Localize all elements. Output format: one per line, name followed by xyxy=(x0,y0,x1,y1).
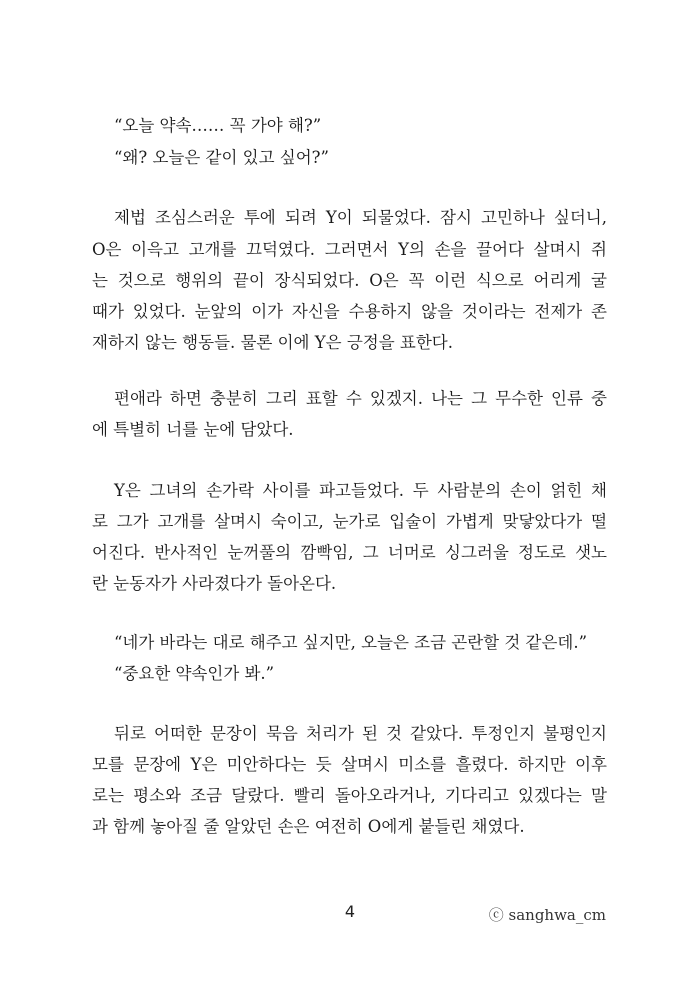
body-text-line: 에 특별히 너를 눈에 담았다. xyxy=(92,420,294,439)
body-text-line: 로는 평소와 조금 달랐다. 빨리 돌아오라거나, 기다리고 있겠다는 말 xyxy=(92,786,607,805)
dialogue-line: “네가 바라는 대로 해주고 싶지만, 오늘은 조금 곤란할 것 같은데.” xyxy=(114,633,588,652)
body-text-line: 재하지 않는 행동들. 물론 이에 Y은 긍정을 표한다. xyxy=(92,333,453,352)
body-text-line: 란 눈동자가 사라졌다가 돌아온다. xyxy=(92,574,337,593)
body-text-line: O은 이윽고 고개를 끄덕였다. 그러면서 Y의 손을 끌어다 살며시 쥐 xyxy=(92,240,607,259)
dialogue-line: “오늘 약속…… 꼭 가야 해?” xyxy=(114,116,322,135)
body-text-line: 편애라 하면 충분히 그리 표할 수 있겠지. 나는 그 무수한 인류 중 xyxy=(114,389,607,408)
body-text-line: 때가 있었다. 눈앞의 이가 자신을 수용하지 않을 것이라는 전제가 존 xyxy=(92,302,607,321)
body-text-line: 뒤로 어떠한 문장이 묵음 처리가 된 것 같았다. 투정인지 불평인지 xyxy=(114,724,607,743)
body-text-line: Y은 그녀의 손가락 사이를 파고들었다. 두 사람분의 손이 얽힌 채 xyxy=(114,481,607,500)
body-text-line: 는 것으로 행위의 끝이 장식되었다. O은 꼭 이런 식으로 어리게 굴 xyxy=(92,271,607,290)
page-number: 4 xyxy=(344,902,356,921)
dialogue-line: “왜? 오늘은 같이 있고 싶어?” xyxy=(114,148,329,167)
copyright-notice: ⓒ sanghwa_cm xyxy=(488,906,606,924)
body-text-line: 과 함께 놓아질 줄 알았던 손은 여전히 O에게 붙들린 채였다. xyxy=(92,817,525,836)
body-text-line: 제법 조심스러운 투에 되려 Y이 되물었다. 잠시 고민하나 싶더니, xyxy=(114,208,607,227)
body-text-line: 모를 문장에 Y은 미안하다는 듯 살며시 미소를 흘렸다. 하지만 이후 xyxy=(92,755,607,774)
body-text-line: 어진다. 반사적인 눈꺼풀의 깜빡임, 그 너머로 싱그러울 정도로 샛노 xyxy=(92,543,607,562)
body-text-line: 로 그가 고개를 살며시 숙이고, 눈가로 입술이 가볍게 맞닿았다가 떨 xyxy=(92,512,607,531)
dialogue-line: “중요한 약속인가 봐.” xyxy=(114,664,275,683)
